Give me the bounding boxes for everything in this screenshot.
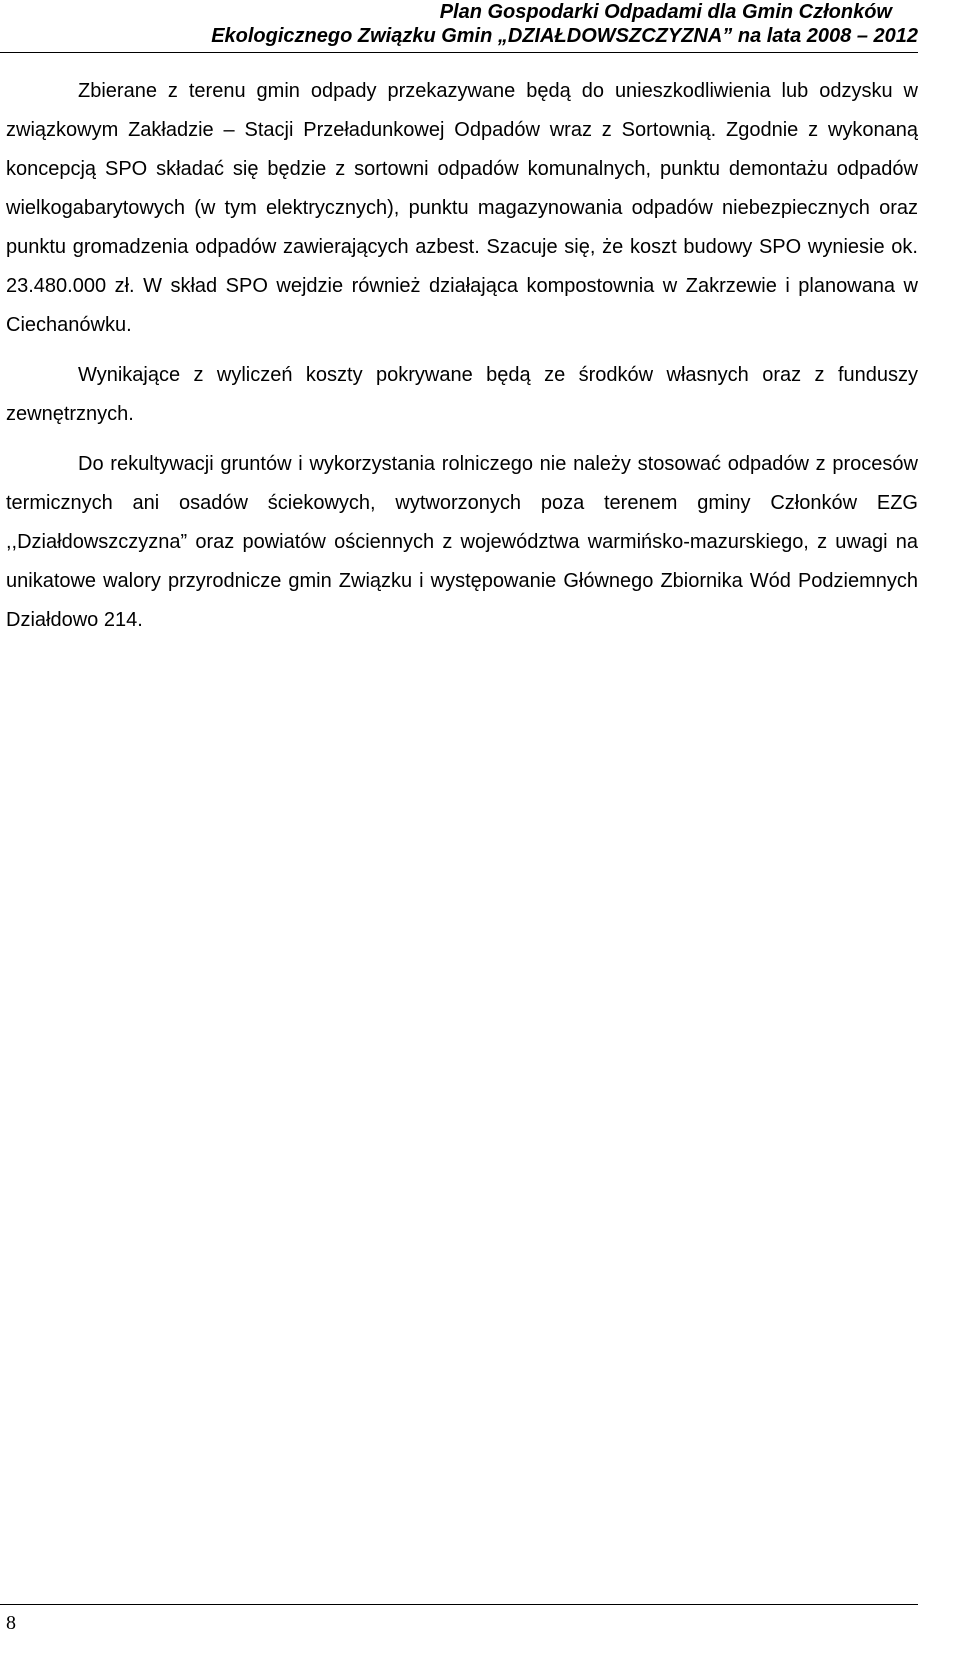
footer-divider <box>0 1604 918 1605</box>
header-title-line2: Ekologicznego Związku Gmin „DZIAŁDOWSZCZYZNA” na lata 2008 – 2012 <box>211 25 918 47</box>
paragraph-spo: Zbierane z terenu gmin odpady przekazywane będą do unieszkodliwienia lub odzysku w związkowym Zakładzie – Stacji Przeładunkowej Odpadów wraz z Sortownią. Zgodnie z wykonaną koncepcją SPO składać się będzie z sortowni odpadów komunalnych, punktu demontażu odpadów wielkogabarytowych (w tym elektrycznych), punktu magazynowania odpadów niebezpiecznych oraz punktu gromadzenia odpadów zawierających azbest. Szacuje się, że koszt budowy SPO wyniesie ok. 23.480.000 zł. W skład SPO wejdzie również działająca kompostownia w Zakrzewie i planowana w Ciechanówku. <box>6 80 918 336</box>
header-divider <box>0 52 918 53</box>
paragraph-costs: Wynikające z wyliczeń koszty pokrywane będą ze środków własnych oraz z funduszy zewnętrznych. <box>6 364 918 425</box>
paragraph-reclamation: Do rekultywacji gruntów i wykorzystania rolniczego nie należy stosować odpadów z procesów termicznych ani osadów ściekowych, wytworzonych poza terenem gminy Członków EZG ,,Działdowszczyzna” oraz powiatów ościennych z województwa warmińsko-mazurskiego, z uwagi na unikatowe walory przyrodnicze gmin Związku i występowanie Głównego Zbiornika Wód Podziemnych Działdowo 214. <box>6 453 918 631</box>
document-body <box>6 72 918 640</box>
page-number: 8 <box>6 1612 16 1634</box>
page-header <box>0 0 960 54</box>
header-title-line1: Plan Gospodarki Odpadami dla Gmin Członków <box>439 1 892 23</box>
